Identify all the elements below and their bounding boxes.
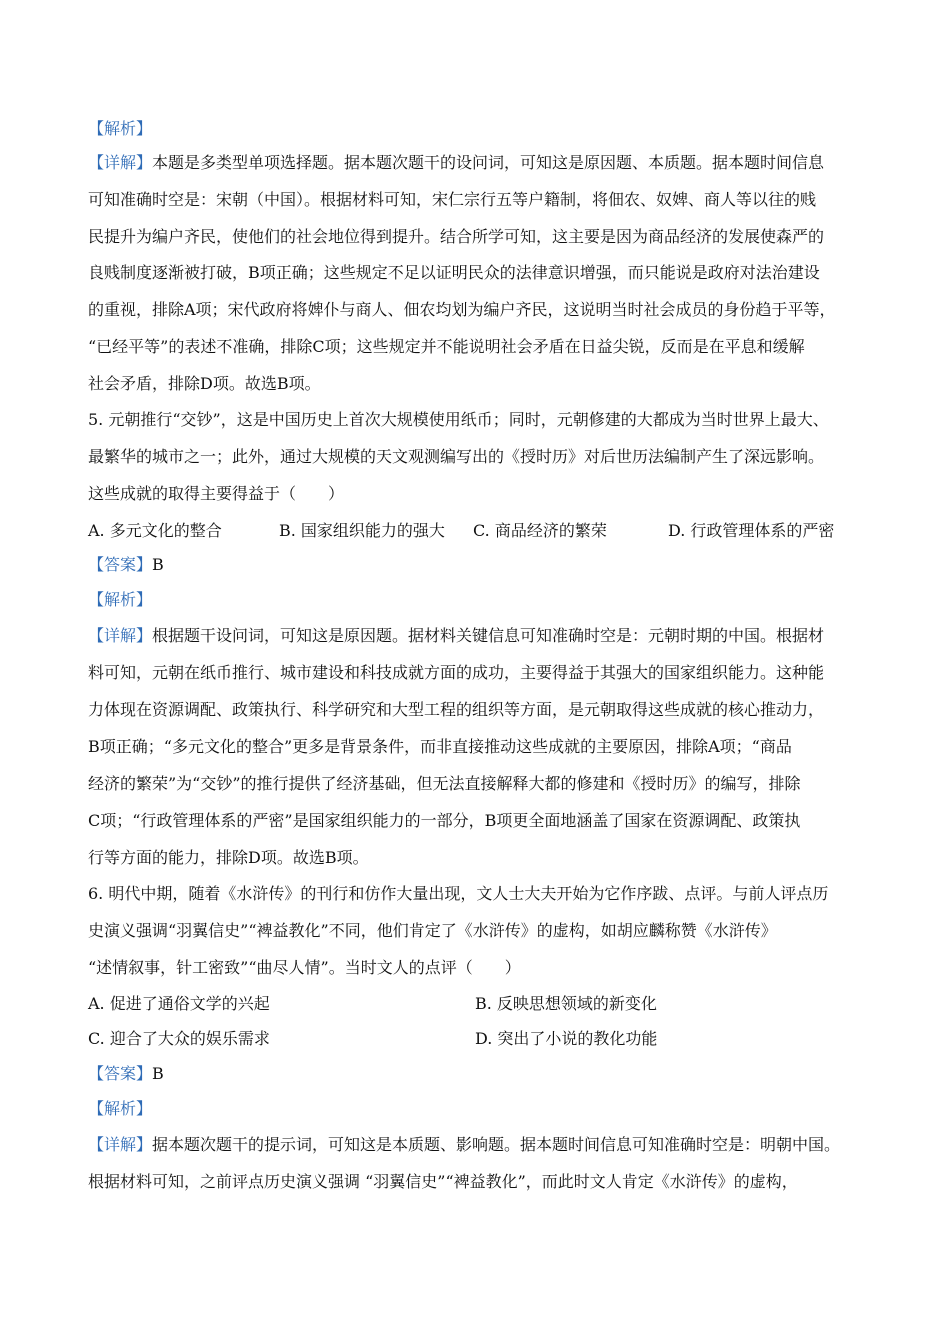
answer-tag: 【答案】 <box>88 555 153 574</box>
question-6-stem: 6. 明代中期，随着《水浒传》的刊行和仿作大量出现，文人士大夫开始为它作序跋、点评。与前人评点历 <box>88 884 829 903</box>
q6-option-c: C. 迎合了大众的娱乐需求 <box>88 1029 270 1048</box>
detail-line: 行等方面的能力，排除D项。故选B项。 <box>88 848 369 867</box>
jiexi-tag: 【解析】 <box>88 1099 153 1118</box>
question-6-stem: 史演义强调“羽翼信史”“裨益教化”不同，他们肯定了《水浒传》的虚构，如胡应麟称赞《水浒传》 <box>88 921 777 940</box>
detail-line: 良贱制度逐渐被打破，B项正确；这些规定不足以证明民众的法律意识增强，而只能说是政府对法治建设 <box>88 263 820 282</box>
detail-line: “已经平等”的表述不准确，排除C项；这些规定并不能说明社会矛盾在日益尖锐，反而是在平息和缓解 <box>88 337 805 356</box>
detail-line: 【详解】本题是多类型单项选择题。据本题次题干的设问词，可知这是原因题、本质题。据本题时间信息 <box>88 153 825 172</box>
detail-line: 的重视，排除A项；宋代政府将婢仆与商人、佃农均划为编户齐民，这说明当时社会成员的身份趋于平等， <box>88 300 836 319</box>
answer-value: B <box>152 555 164 574</box>
question-5-stem: 5. 元朝推行“交钞”，这是中国历史上首次大规模使用纸币；同时，元朝修建的大都成为当时世界上最大、 <box>88 410 829 429</box>
xiangjie-tag: 【详解】 <box>88 1135 153 1154</box>
detail-line: 力体现在资源调配、政策执行、科学研究和大型工程的组织等方面，是元朝取得这些成就的核心推动力， <box>88 700 825 719</box>
q5-option-d: D. 行政管理体系的严密 <box>668 521 835 540</box>
detail-line: 【详解】根据题干设问词，可知这是原因题。据材料关键信息可知准确时空是：元朝时期的中国。根据材 <box>88 626 825 645</box>
detail-line: 【详解】据本题次题干的提示词，可知这是本质题、影响题。据本题时间信息可知准确时空是：明朝中国。 <box>88 1135 841 1154</box>
detail-line: 民提升为编户齐民，使他们的社会地位得到提升。结合所学可知，这主要是因为商品经济的发展使森严的 <box>88 227 825 246</box>
q5-answer <box>88 555 164 575</box>
q6-option-a: A. 促进了通俗文学的兴起 <box>88 994 270 1013</box>
xiangjie-tag: 【详解】 <box>88 626 153 645</box>
q6-answer <box>88 1064 164 1084</box>
question-5-stem: 这些成就的取得主要得益于（ ） <box>88 484 345 503</box>
answer-tag: 【答案】 <box>88 1064 153 1083</box>
detail-line: 料可知，元朝在纸币推行、城市建设和科技成就方面的成功，主要得益于其强大的国家组织能力。这种能 <box>88 663 825 682</box>
q5-option-c: C. 商品经济的繁荣 <box>473 521 607 540</box>
question-6-stem: “述情叙事，针工密致”“曲尽人情”。当时文人的点评（ ） <box>88 958 521 977</box>
q6-option-d: D. 突出了小说的教化功能 <box>475 1029 658 1048</box>
detail-line: 社会矛盾，排除D项。故选B项。 <box>88 374 321 393</box>
q5-option-a: A. 多元文化的整合 <box>88 521 222 540</box>
xiangjie-tag: 【详解】 <box>88 153 153 172</box>
detail-line: B项正确；“多元文化的整合”更多是背景条件，而非直接推动这些成就的主要原因，排除A项；“商品 <box>88 737 792 756</box>
detail-line: 可知准确时空是：宋朝（中国）。根据材料可知，宋仁宗行五等户籍制，将佃农、奴婢、商人等以往的贱 <box>88 190 817 209</box>
detail-line: 经济的繁荣”为“交钞”的推行提供了经济基础，但无法直接解释大都的修建和《授时历》的编写，排除 <box>88 774 801 793</box>
jiexi-tag: 【解析】 <box>88 590 153 609</box>
jiexi-tag: 【解析】 <box>88 119 153 138</box>
q6-option-b: B. 反映思想领域的新变化 <box>475 994 657 1013</box>
detail-line: C项；“行政管理体系的严密”是国家组织能力的一部分，B项更全面地涵盖了国家在资源调配、政策执 <box>88 811 801 830</box>
detail-line: 根据材料可知，之前评点历史演义强调 “羽翼信史”“裨益教化”，而此时文人肯定《水浒传》的虚构， <box>88 1172 798 1191</box>
q5-option-b: B. 国家组织能力的强大 <box>279 521 445 540</box>
question-5-stem: 最繁华的城市之一；此外，通过大规模的天文观测编写出的《授时历》对后世历法编制产生了深远影响。 <box>88 447 825 466</box>
answer-value: B <box>152 1064 164 1083</box>
